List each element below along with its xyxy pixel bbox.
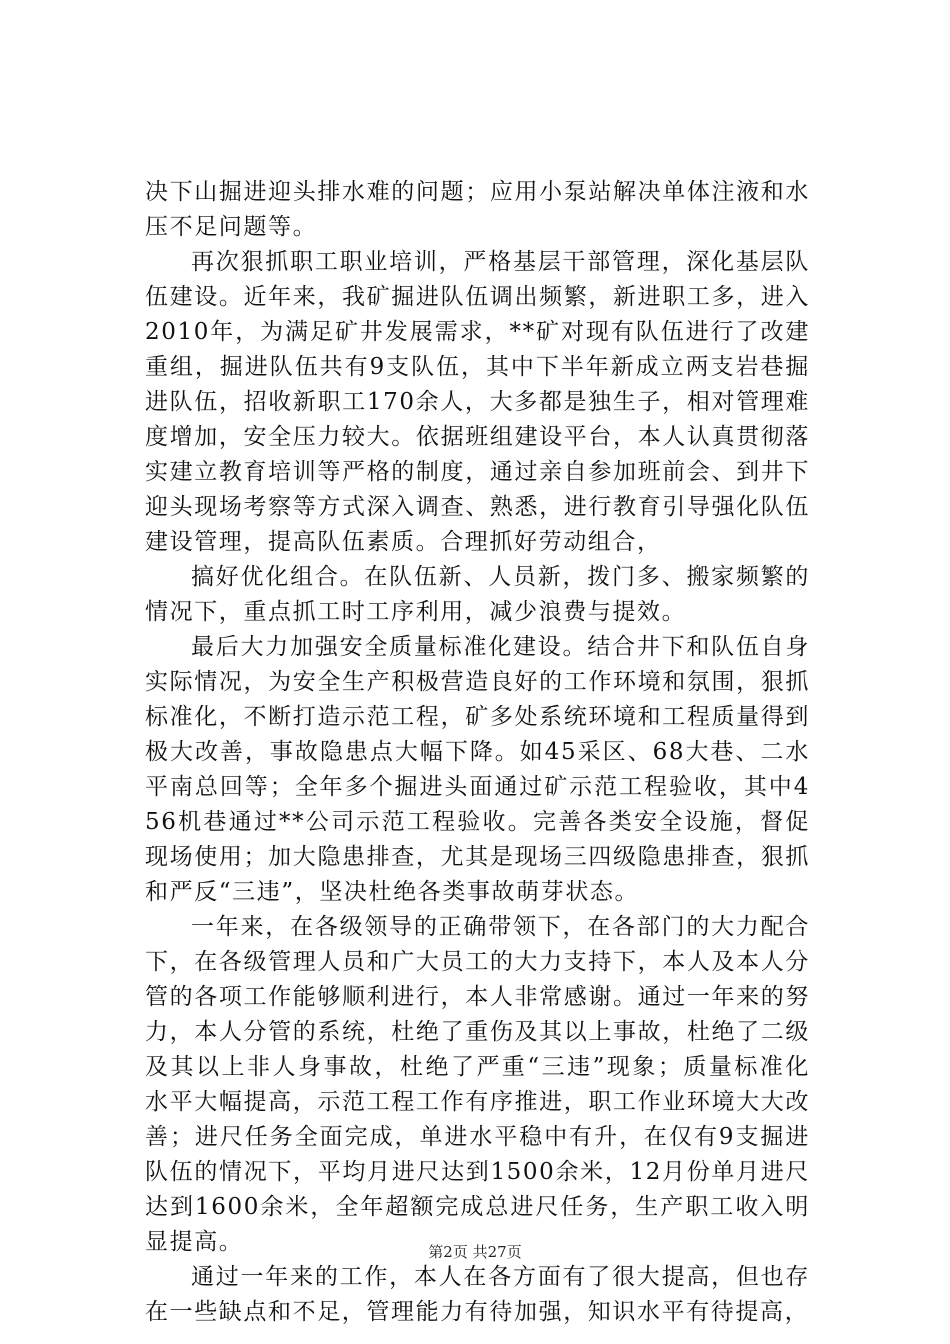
paragraph-2: 再次狠抓职工职业培训，严格基层干部管理，深化基层队伍建设。近年来，我矿掘进队伍调出频繁，新进职工多，进入2010年，为满足矿井发展需求，**矿对现有队伍进行了改建重组，掘进队伍共有9支队伍，其中下半年新成立两支岩巷掘进队伍，招收新职工170余人，大多都是独生子，相对管理难度增加，安全压力较大。依据班组建设平台，本人认真贯彻落实建立教育培训等严格的制度，通过亲自参加班前会、到井下迎头现场考察等方式深入调查、熟悉，进行教育引导强化队伍建设管理，提高队伍素质。合理抓好劳动组合，: [145, 249, 810, 555]
paragraph-4: 最后大力加强安全质量标准化建设。结合井下和队伍自身实际情况，为安全生产积极营造良好的工作环境和氛围，狠抓标准化，不断打造示范工程，矿多处系统环境和工程质量得到极大改善，事故隐患点大幅下降。如45采区、68大巷、二水平南总回等；全年多个掘进头面通过矿示范工程验收，其中456机巷通过**公司示范工程验收。完善各类安全设施，督促现场使用；加大隐患排查，尤其是现场三四级隐患排查，狠抓和严反“三违”，坚决杜绝各类事故萌芽状态。: [145, 634, 810, 905]
paragraph-5: 一年来，在各级领导的正确带领下，在各部门的大力配合下，在各级管理人员和广大员工的大力支持下，本人及本人分管的各项工作能够顺利进行，本人非常感谢。通过一年来的努力，本人分管的系统，杜绝了重伤及其以上事故，杜绝了二级及其以上非人身事故，杜绝了严重“三违”现象；质量标准化水平大幅提高，示范工程工作有序推进，职工作业环境大大改善；进尺任务全面完成，单进水平稳中有升，在仅有9支掘进队伍的情况下，平均月进尺达到1500余米，12月份单月进尺达到1600余米，全年超额完成总进尺任务，生产职工收入明显提高。: [145, 914, 810, 1255]
paragraph-6: 通过一年来的工作，本人在各方面有了很大提高，但也存在一些缺点和不足，管理能力有待加强，知识水平有待提高，: [145, 1264, 810, 1325]
paragraph-3: 搞好优化组合。在队伍新、人员新，拨门多、搬家频繁的情况下，重点抓工时工序利用，减少浪费与提效。: [145, 564, 810, 625]
paragraph-1: 决下山掘进迎头排水难的问题；应用小泵站解决单体注液和水压不足问题等。: [145, 179, 810, 240]
document-body: [145, 175, 810, 1330]
page-number-footer: 第2页 共27页: [428, 1243, 522, 1261]
